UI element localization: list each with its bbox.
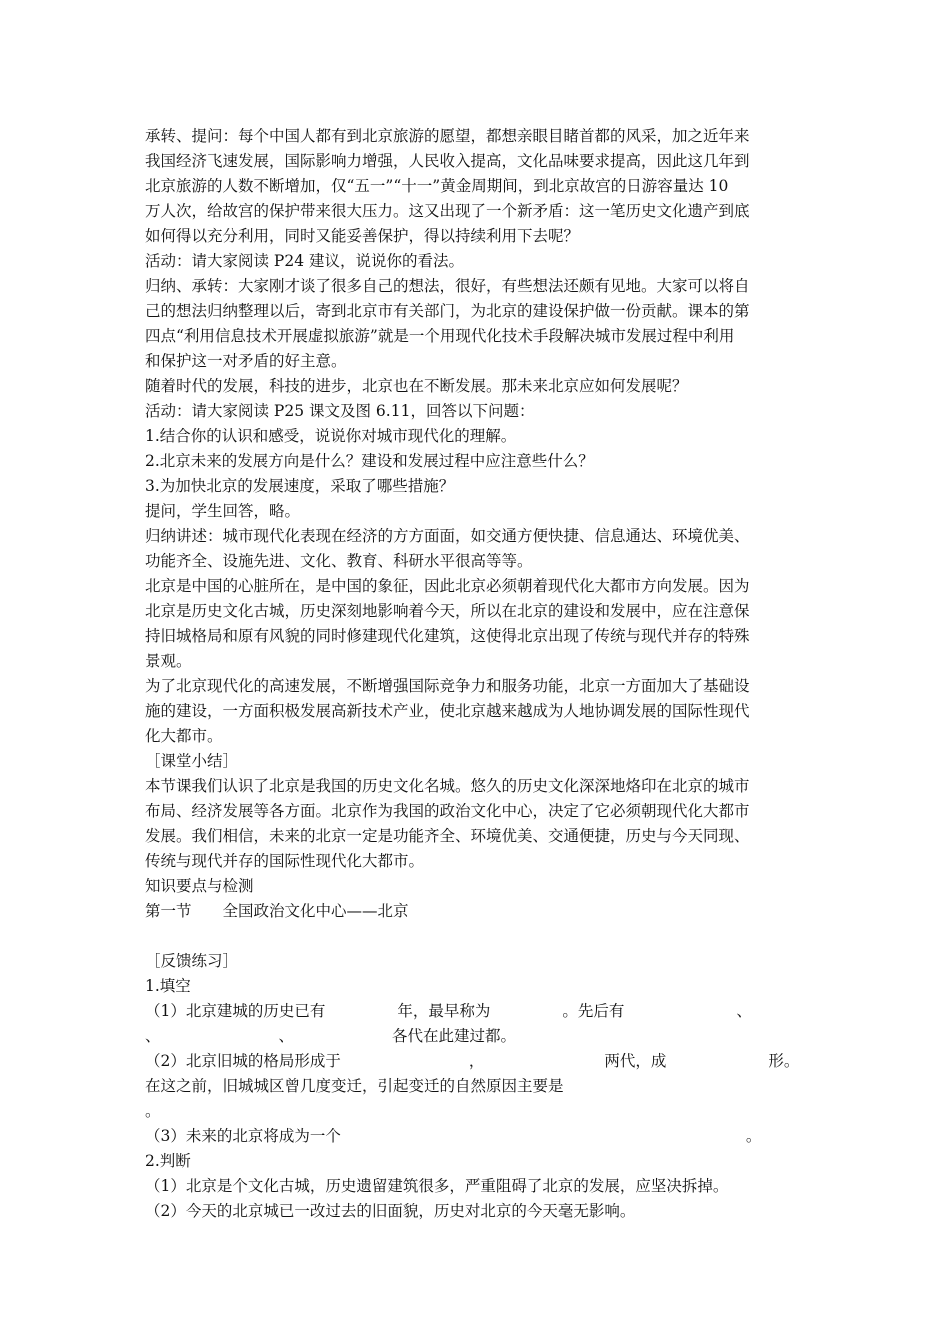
fill-text: （2）北京旧城的格局形成于: [145, 1052, 341, 1070]
fill-text: 、: [145, 1027, 161, 1045]
question-2: 2.北京未来的发展方向是什么？建设和发展过程中应注意些什么？: [145, 452, 594, 470]
para4-line: 功能齐全、设施先进、文化、教育、科研水平很高等等。: [145, 552, 533, 570]
para1-line: 承转、提问：每个中国人都有到北京旅游的愿望，都想亲眼目睹首都的风采，加之近年来: [145, 127, 750, 145]
blank-line: [145, 924, 825, 949]
para6-line: 化大都市。: [145, 727, 223, 745]
para5-line: 持旧城格局和原有风貌的同时修建现代化建筑，这使得北京出现了传统与现代并存的特殊: [145, 627, 750, 645]
question-1: 1.结合你的认识和感受，说说你对城市现代化的理解。: [145, 427, 517, 445]
para1-line: 万人次，给故宫的保护带来很大压力。这又出现了一个新矛盾：这一笔历史文化遗产到底: [145, 202, 750, 220]
fill-text: 年，最早称为: [397, 1002, 491, 1020]
section-title: 第一节 全国政治文化中心——北京: [145, 902, 409, 920]
para5-line: 北京是中国的心脏所在，是中国的象征，因此北京必须朝着现代化大都市方向发展。因为: [145, 577, 750, 595]
para6-line: 为了北京现代化的高速发展，不断增强国际竞争力和服务功能，北京一方面加大了基础设: [145, 677, 750, 695]
answer-note: 提问，学生回答，略。: [145, 502, 301, 520]
para1-line: 北京旅游的人数不断增加，仅“五一”“十一”黄金周期间，到北京故宫的日游容量达 10: [145, 177, 729, 195]
activity-1: 活动：请大家阅读 P24 建议，说说你的看法。: [145, 252, 465, 270]
fill-heading: 1.填空: [145, 977, 191, 995]
fill-text: （3）未来的北京将成为一个: [145, 1127, 341, 1145]
para2-line: 归纳、承转：大家刚才谈了很多自己的想法，很好，有些想法还颇有见地。大家可以将自: [145, 277, 750, 295]
judge-item: （1）北京是个文化古城，历史遗留建筑很多，严重阻碍了北京的发展，应坚决拆掉。: [145, 1177, 729, 1195]
para1-line: 如何得以充分利用，同时又能妥善保护，得以持续利用下去呢？: [145, 227, 580, 245]
judge-item: （2）今天的北京城已一改过去的旧面貌，历史对北京的今天毫无影响。: [145, 1202, 636, 1220]
fill-text: ，: [468, 1052, 485, 1070]
fill-text: 、: [278, 1027, 295, 1045]
para2-line: 四点“利用信息技术开展虚拟旅游”就是一个用现代化技术手段解决城市发展过程中利用: [145, 327, 735, 345]
judge-heading: 2.判断: [145, 1152, 191, 1170]
para1-line: 我国经济飞速发展，国际影响力增强，人民收入提高，文化品味要求提高，因此这几年到: [145, 152, 750, 170]
summary-line: 布局、经济发展等各方面。北京作为我国的政治文化中心，决定了它必须朝现代化大都市: [145, 802, 750, 820]
para5-line: 北京是历史文化古城，历史深刻地影响着今天，所以在北京的建设和发展中，应在注意保: [145, 602, 750, 620]
summary-line: 本节课我们认识了北京是我国的历史文化名城。悠久的历史文化深深地烙印在北京的城市: [145, 777, 750, 795]
fill-question-2-cont: 在这之前，旧城城区曾几度变迁，引起变迁的自然原因主要是: [145, 1077, 564, 1095]
fill-question-1-cont: [145, 1024, 825, 1049]
fill-text: 各代在此建过都。: [392, 1027, 517, 1045]
question-3: 3.为加快北京的发展速度，采取了哪些措施？: [145, 477, 455, 495]
document-body: [145, 124, 825, 1224]
knowledge-title: 知识要点与检测: [145, 877, 254, 895]
activity-2: 活动：请大家阅读 P25 课文及图 6.11，回答以下问题：: [145, 402, 535, 420]
para2-line: 和保护这一对矛盾的好主意。: [145, 352, 347, 370]
feedback-heading: ［反馈练习］: [145, 952, 239, 970]
para2-line: 己的想法归纳整理以后，寄到北京市有关部门，为北京的建设保护做一份贡献。课本的第: [145, 302, 750, 320]
fill-text: 、: [736, 1002, 752, 1020]
para4-line: 归纳讲述：城市现代化表现在经济的方方面面，如交通方便快捷、信息通达、环境优美、: [145, 527, 750, 545]
summary-heading: ［课堂小结］: [145, 752, 239, 770]
summary-line: 发展。我们相信，未来的北京一定是功能齐全、环境优美、交通便捷，历史与今天同现、: [145, 827, 750, 845]
para3: 随着时代的发展，科技的进步，北京也在不断发展。那未来北京应如何发展呢？: [145, 377, 688, 395]
fill-text: 。: [745, 1127, 762, 1145]
para5-line: 景观。: [145, 652, 192, 670]
para6-line: 施的建设，一方面积极发展高新技术产业，使北京越来越成为人地协调发展的国际性现代: [145, 702, 750, 720]
fill-text: 。先后有: [562, 1002, 625, 1020]
fill-question-2-end: 。: [145, 1102, 161, 1120]
fill-text: 形。: [768, 1052, 800, 1070]
fill-question-2: [145, 1049, 825, 1074]
summary-line: 传统与现代并存的国际性现代化大都市。: [145, 852, 425, 870]
fill-text: （1）北京建城的历史已有: [145, 1002, 326, 1020]
fill-text: 两代，成: [604, 1052, 667, 1070]
fill-question-3: [145, 1124, 825, 1149]
fill-question-1: [145, 999, 825, 1024]
